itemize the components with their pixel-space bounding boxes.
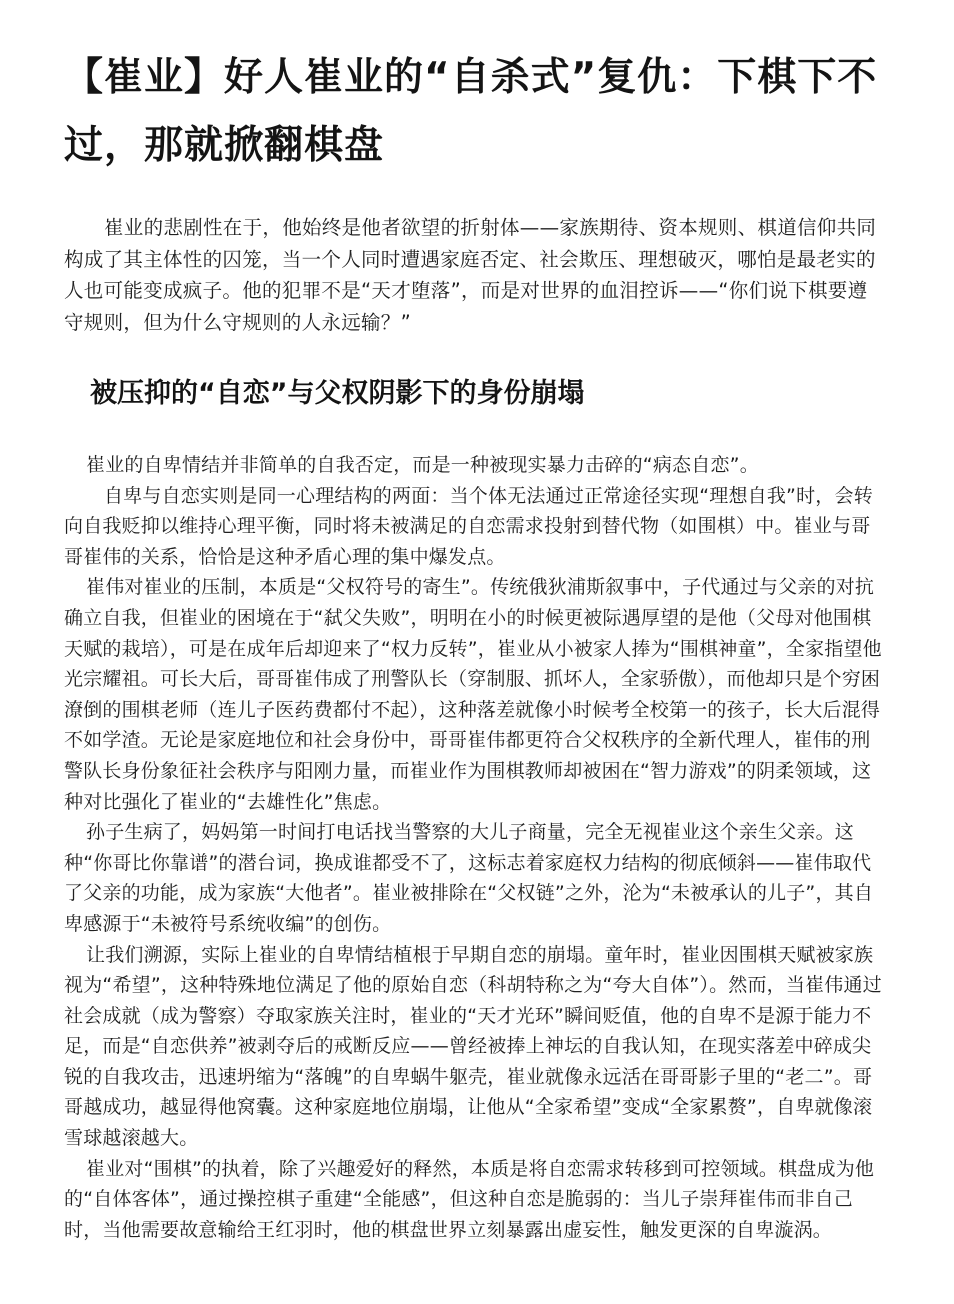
body-paragraph: 自卑与自恋实则是同一心理结构的两面：当个体无法通过正常途径实现“理想自我”时，会转向自我贬抑以维持心理平衡，同时将未被满足的自恋需求投射到替代物（如围棋）中。崔业与哥哥崔伟的关系，恰恰是这种矛盾心理的集中爆发点。 — [64, 484, 873, 568]
body-paragraph: 孙子生病了，妈妈第一时间打电话找当警察的大儿子商量，完全无视崔业这个亲生父亲。这种“你哥比你靠谱”的潜台词，换成谁都受不了，这标志着家庭权力结构的彻底倾斜——崔伟取代了父亲的功能，成为家族“大他者”。崔业被排除在“父权链”之外，沦为“未被承认的儿子”，其自卑感源于“未被符号系统收编”的创伤。 — [64, 821, 874, 935]
body-paragraph: 崔业的自卑情结并非简单的自我否定，而是一种被现实暴力击碎的“病态自恋”。 — [86, 454, 759, 476]
article-title: 【崔业】好人崔业的“自杀式”复仇：下棋下不过，那就掀翻棋盘 — [64, 55, 878, 168]
section-heading: 被压抑的“自恋”与父权阴影下的身份崩塌 — [90, 378, 585, 409]
intro-paragraph: 崔业的悲剧性在于，他始终是他者欲望的折射体——家族期待、资本规则、棋道信仰共同构成了其主体性的囚笼，当一个人同时遭遇家庭否定、社会欺压、理想破灭，哪怕是最老实的人也可能变成疯子。他的犯罪不是“天才堕落”，而是对世界的血泪控诉——“你们说下棋要遵守规则，但为什么守规则的人永远输？” — [64, 216, 877, 334]
body-paragraph: 让我们溯源，实际上崔业的自卑情结植根于早期自恋的崩塌。童年时，崔业因围棋天赋被家族视为“希望”，这种特殊地位满足了他的原始自恋（科胡特称之为“夸大自体”）。然而，当崔伟通过社会成就（成为警察）夺取家族关注时，崔业的“天才光环”瞬间贬值，他的自卑不是源于能力不足，而是“自恋供养”被剥夺后的戒断反应——曾经被捧上神坛的自我认知，在现实落差中碎成尖锐的自我攻击，迅速坍缩为“落魄”的自卑蜗牛躯壳，崔业就像永远活在哥哥影子里的“老二”。哥哥越成功，越显得他窝囊。这种家庭地位崩塌，让他从“全家希望”变成“全家累赘”，自卑就像滚雪球越滚越大。 — [64, 943, 882, 1150]
body-paragraph: 崔伟对崔业的压制，本质是“父权符号的寄生”。传统俄狄浦斯叙事中，子代通过与父亲的对抗确立自我，但崔业的困境在于“弑父失败”，明明在小的时候更被际遇厚望的是他（父母对他围棋天赋的栽培），可是在成年后却迎来了“权力反转”，崔业从小被家人捧为“围棋神童”，全家指望他光宗耀祖。可长大后，哥哥崔伟成了刑警队长（穿制服、抓坏人，全家骄傲），而他却只是个穷困潦倒的围棋老师（连儿子医药费都付不起），这种落差就像小时候考全校第一的孩子，长大后混得不如学渣。无论是家庭地位和社会身份中，哥哥崔伟都更符合父权秩序的全新代理人，崔伟的刑警队长身份象征社会秩序与阳刚力量，而崔业作为围棋教师却被困在“智力游戏”的阴柔领域，这种对比强化了崔业的“去雄性化”焦虑。 — [64, 576, 882, 813]
article-body — [64, 450, 884, 1245]
body-paragraph: 崔业对“围棋”的执着，除了兴趣爱好的释然，本质是将自恋需求转移到可控领域。棋盘成为他的“自体客体”，通过操控棋子重建“全能感”，但这种自恋是脆弱的：当儿子崇拜崔伟而非自己时，当他需要故意输给王红羽时，他的棋盘世界立刻暴露出虚妄性，触发更深的自卑漩涡。 — [64, 1157, 875, 1241]
